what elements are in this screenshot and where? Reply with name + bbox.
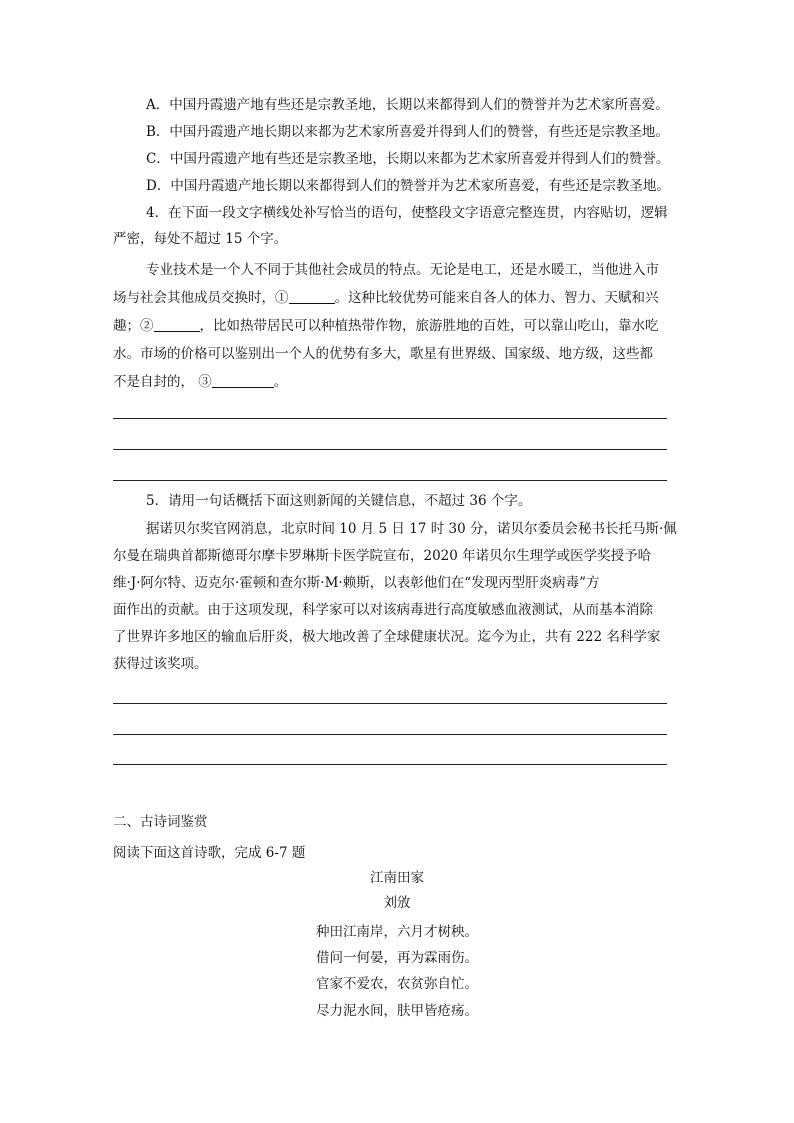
answer-line[interactable]	[113, 734, 667, 735]
answer-line[interactable]	[113, 703, 667, 704]
q5-news-line: 据诺贝尔奖官网消息，北京时间 10 月 5 日 17 时 30 分，诺贝尔委员会秘书长托马斯·佩	[146, 521, 677, 537]
q3-option-b: B．中国丹霞遗产地长期以来都为艺术家所喜爱并得到人们的赞誉，有些还是宗教圣地。	[146, 124, 669, 140]
q4-passage-line3	[113, 316, 659, 336]
q4-prompt-line1: 4．在下面一段文字横线处补写恰当的语句，使整段文字语意完整连贯，内容贴切，逻辑	[146, 205, 668, 221]
section-heading: 二、古诗词鉴赏	[113, 814, 208, 830]
q4-passage-line4: 水。市场的价格可以鉴别出一个人的优势有多大，歌星有世界级、国家级、地方级，这些都	[113, 346, 653, 362]
poem-line: 官家不爱农，农贫弥自忙。	[316, 976, 478, 992]
q4-passage-text: ，比如热带居民可以种植热带作物，旅游胜地的百姓，可以靠山吃山，靠水吃	[199, 318, 659, 334]
q4-prompt-line2: 严密，每处不超过 15 个字。	[113, 231, 288, 247]
answer-line[interactable]	[113, 449, 667, 450]
answer-line[interactable]	[113, 418, 667, 419]
q5-news-line: 了世界许多地区的输血后肝炎，极大地改善了全球健康状况。迄今为止，共有 222 名科学家	[113, 629, 661, 645]
poem-line: 尽力泥水间，肤甲皆疮疡。	[316, 1003, 478, 1019]
q5-news-line: 获得过该奖项。	[113, 656, 208, 672]
q4-passage-text: 趣；②	[113, 318, 154, 334]
q3-option-d: D．中国丹霞遗产地长期以来都得到人们的赞誉并为艺术家所喜爱，有些还是宗教圣地。	[146, 178, 670, 194]
poem-line: 借问一何晏，再为霖雨伤。	[316, 950, 478, 966]
section-instruction: 阅读下面这首诗歌，完成 6-7 题	[113, 845, 306, 861]
q4-passage-text: 场与社会其他成员交换时，①	[113, 290, 289, 306]
q4-passage-text: 。	[273, 374, 288, 390]
q5-news-line: 维·J·阿尔特、迈克尔·霍顿和查尔斯·M·赖斯，以表彰他们在“发现丙型肝炎病毒”方	[113, 575, 600, 591]
poem-title: 江南田家	[370, 870, 424, 886]
q5-prompt: 5．请用一句话概括下面这则新闻的关键信息，不超过 36 个字。	[146, 493, 532, 509]
q5-news-line: 尔曼在瑞典首都斯德哥尔摩卡罗琳斯卡医学院宣布，2020 年诺贝尔生理学或医学奖授予哈	[113, 548, 652, 564]
q4-passage-text: 不是自封的， ③	[113, 374, 212, 390]
poem-line: 种田江南岸，六月才树秧。	[316, 924, 478, 940]
answer-blank-3[interactable]	[212, 373, 274, 388]
q3-option-c: C．中国丹霞遗产地有些还是宗教圣地，长期以来都为艺术家所喜爱并得到人们的赞誉。	[146, 151, 670, 167]
q4-passage-text: 。这种比较优势可能来自各人的体力、智力、天赋和兴	[334, 290, 659, 306]
answer-line[interactable]	[113, 764, 667, 765]
answer-blank-1[interactable]	[289, 289, 335, 304]
answer-blank-2[interactable]	[154, 317, 200, 332]
q3-option-a: A．中国丹霞遗产地有些还是宗教圣地，长期以来都得到人们的赞誉并为艺术家所喜爱。	[146, 97, 669, 113]
q4-passage-line1: 专业技术是一个人不同于其他社会成员的特点。无论是电工，还是水暖工，当他进入市	[146, 262, 659, 278]
answer-line[interactable]	[113, 480, 667, 481]
poem-author: 刘攽	[383, 895, 411, 911]
q4-passage-line2	[113, 288, 659, 308]
q5-news-line: 面作出的贡献。由于这项发现，科学家可以对该病毒进行高度敏感血液测试，从而基本消除	[113, 602, 653, 618]
q4-passage-line5	[113, 372, 287, 392]
